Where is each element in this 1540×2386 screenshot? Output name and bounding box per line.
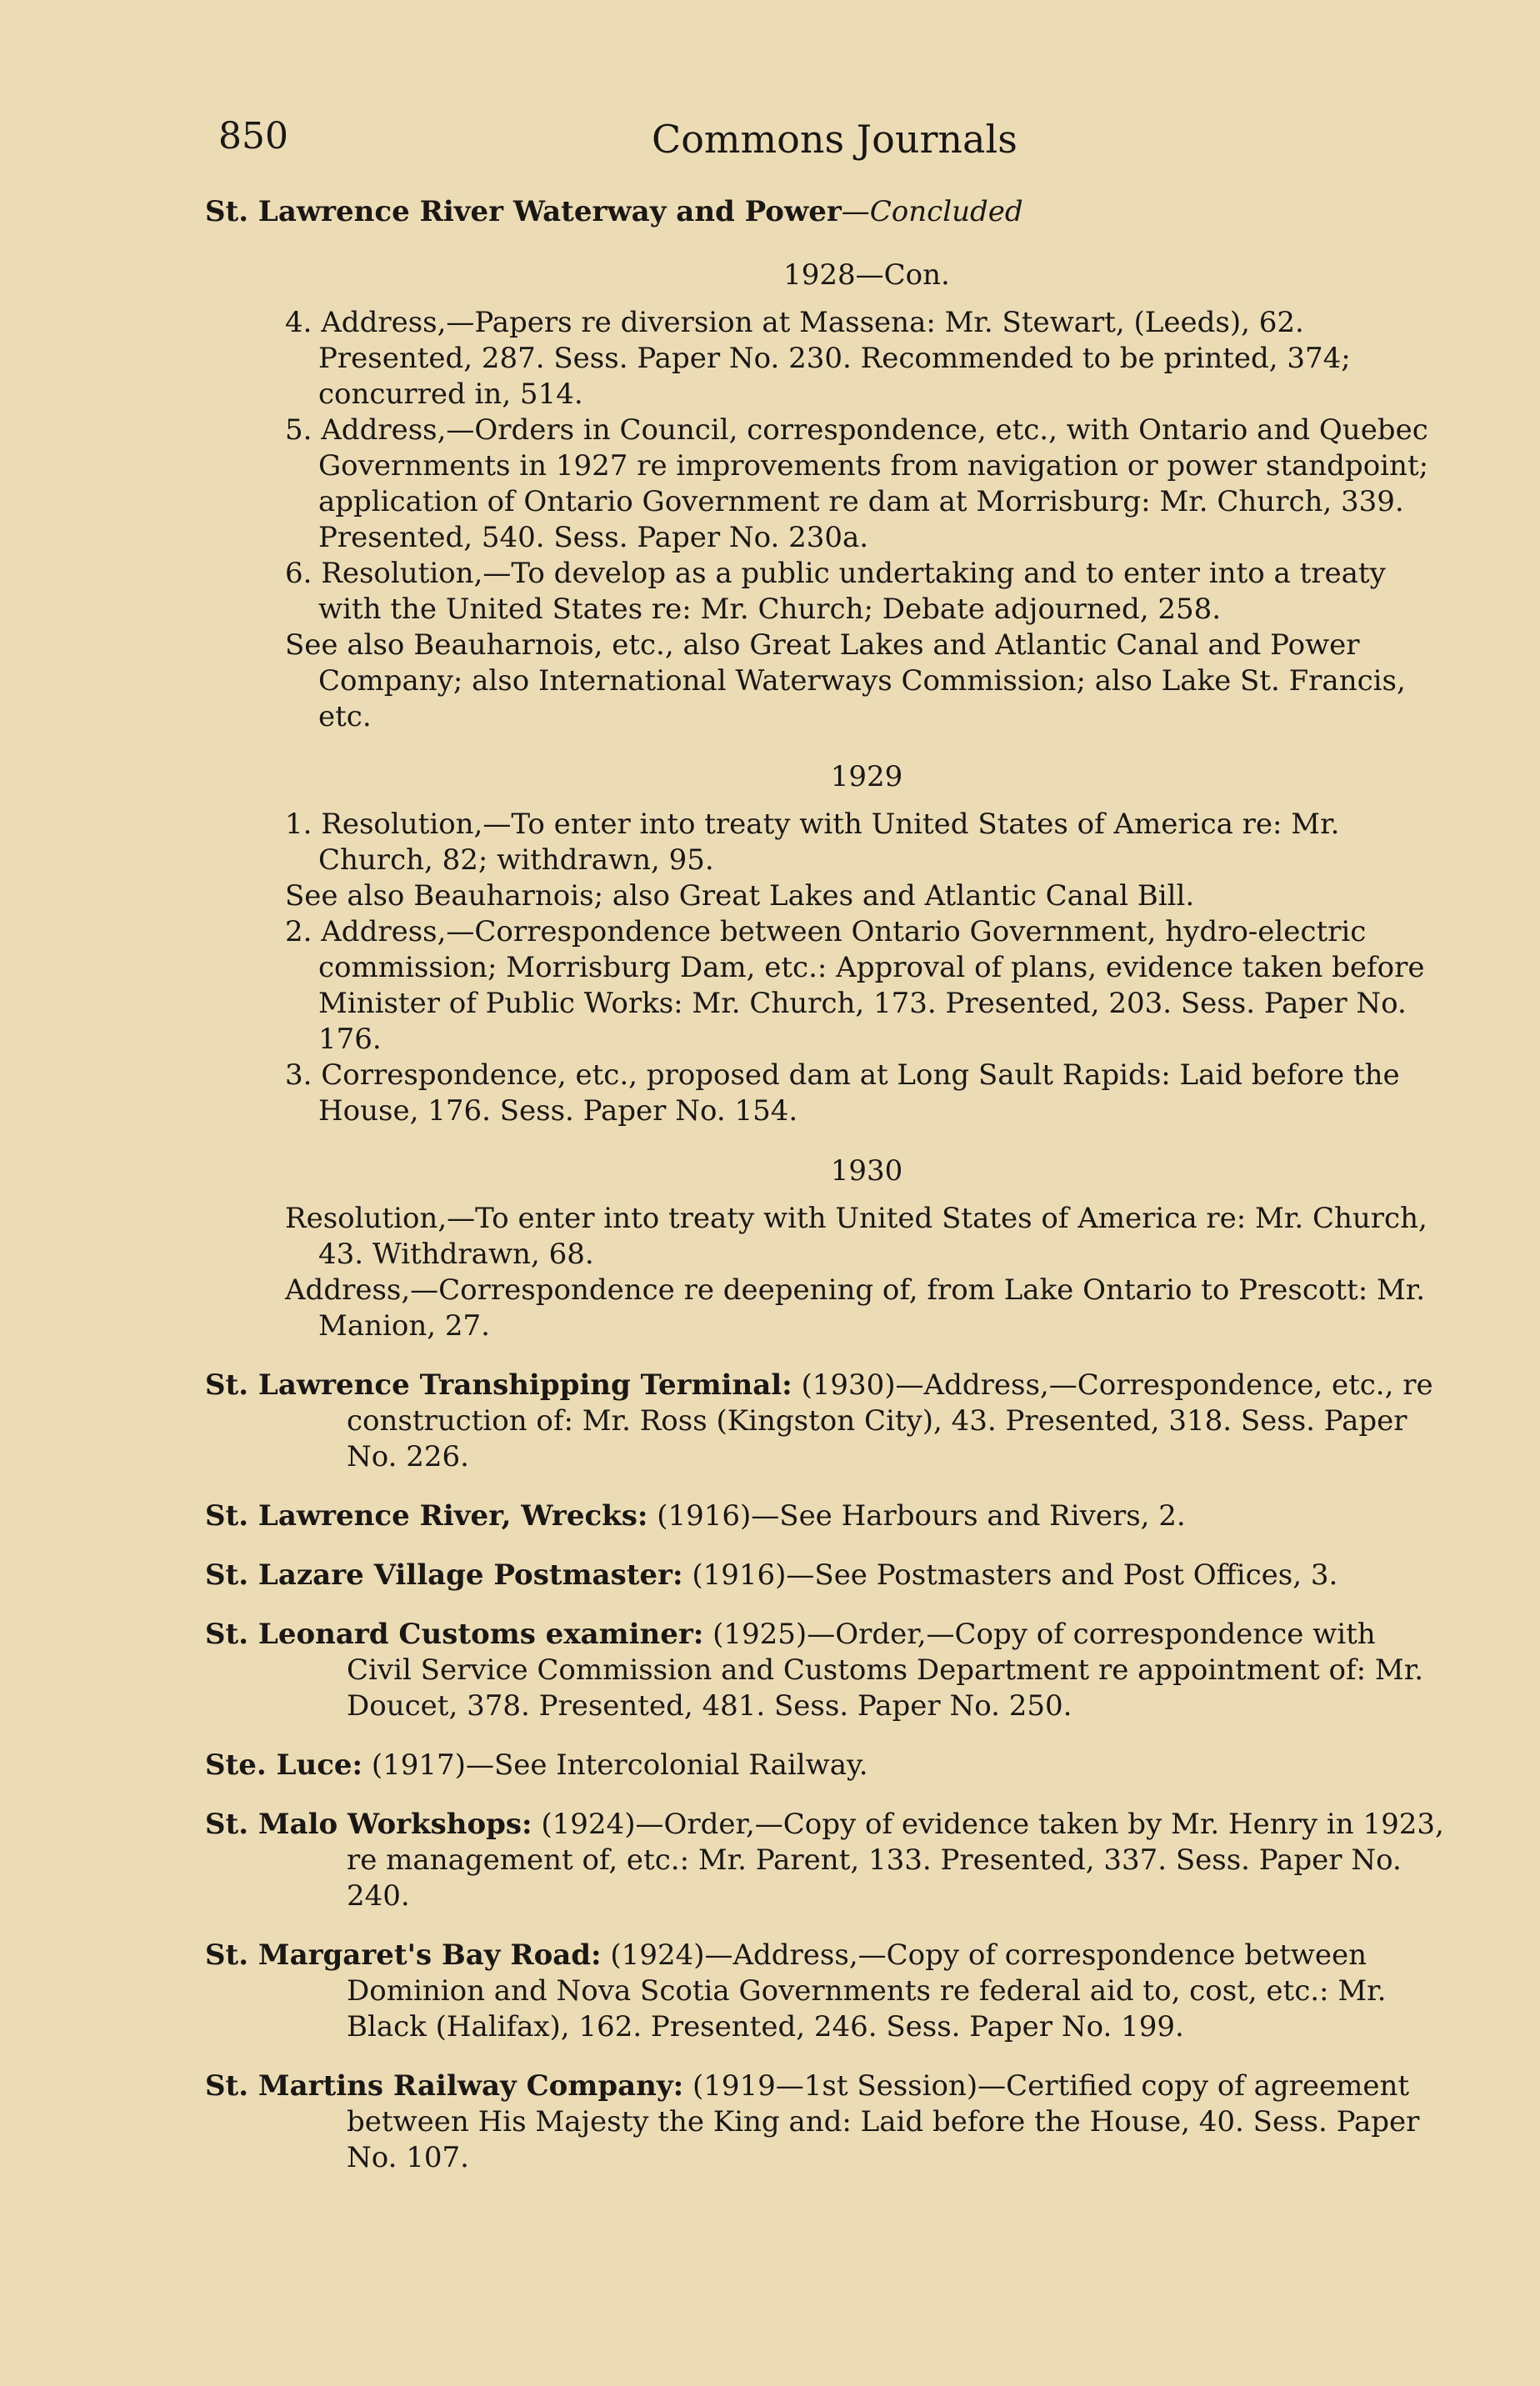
item-1929-1: 1. Resolution,—To enter into treaty with United States of America re: Mr. Church, 82; withdrawn, 95. bbox=[285, 808, 1340, 877]
entry-body: (1924)—Address,—Copy of correspondence between Dominion and Nova Scotia Governments re federal aid to, cost, etc.: Mr. Black (Halifax), 162. Presented, 246. Sess. Paper No. 199. bbox=[347, 1938, 1387, 2043]
item-1928-5: 5. Address,—Orders in Council, correspondence, etc., with Ontario and Quebec Governments in 1927 re improvements from navigation or power standpoint; application of Ontario Government re dam at Morrisburg: Mr. Church, 339. Presented, 540. Sess. Paper No. 230a. bbox=[285, 413, 1429, 554]
year-1930-label: 1930 bbox=[830, 1154, 903, 1188]
item-1930-address: Address,—Correspondence re deepening of, from Lake Ontario to Prescott: Mr. Manion, 27. bbox=[285, 1273, 1426, 1343]
year-1928-label: 1928—Con. bbox=[783, 258, 950, 292]
entry-head: St. Malo Workshops: bbox=[205, 1808, 532, 1841]
entry-body: (1924)—Order,—Copy of evidence taken by Mr. Henry in 1923, re management of, etc.: Mr. Parent, 133. Presented, 337. Sess. Paper No. 240. bbox=[347, 1808, 1444, 1913]
entry-head: St. Margaret's Bay Road: bbox=[205, 1938, 602, 1972]
item-1930-resolution: Resolution,—To enter into treaty with United States of America re: Mr. Church, 43. Withdrawn, 68. bbox=[285, 1202, 1428, 1271]
entry-head: Ste. Luce: bbox=[205, 1748, 363, 1782]
year-1929-label: 1929 bbox=[830, 760, 903, 793]
waterway-heading-tail: —Concluded bbox=[841, 195, 1023, 228]
item-1928-4: 4. Address,—Papers re diversion at Massena: Mr. Stewart, (Leeds), 62. Presented, 287. Sess. Paper No. 230. Recommended to be printed, 374; concurred in, 514. bbox=[285, 306, 1351, 411]
entry-malo-workshops bbox=[205, 1807, 1445, 1914]
entry-martins-railway bbox=[205, 2068, 1445, 2176]
entry-head: St. Lawrence Transhipping Terminal: bbox=[205, 1368, 792, 1402]
entry-margarets-bay-road bbox=[205, 1938, 1445, 2045]
entry-ste-luce bbox=[205, 1748, 1445, 1783]
waterway-heading-bold: St. Lawrence River Waterway and Power bbox=[205, 195, 842, 228]
entry-body: (1919—1st Session)—Certified copy of agreement between His Majesty the King and: Laid before the House, 40. Sess. Paper No. 107. bbox=[347, 2069, 1420, 2174]
item-1929-2: 2. Address,—Correspondence between Ontario Government, hydro-electric commission; Morrisburg Dam, etc.: Approval of plans, evidence taken before Minister of Public Works: Mr. Church, 173. Presented, 203. Sess. Paper No. 176. bbox=[285, 915, 1425, 1056]
page-number: 850 bbox=[218, 115, 288, 158]
entry-transhipping-terminal bbox=[205, 1368, 1445, 1475]
entry-body: (1916)—See Postmasters and Post Offices, 3. bbox=[682, 1558, 1338, 1592]
see-also-1928: See also Beauharnois, etc., also Great Lakes and Atlantic Canal and Power Company; also International Waterways Commission; also Lake St. Francis, etc. bbox=[285, 628, 1406, 733]
index-content bbox=[205, 193, 1445, 2176]
item-1928-6: 6. Resolution,—To develop as a public undertaking and to enter into a treaty with the United States re: Mr. Church; Debate adjourned, 258. bbox=[285, 557, 1386, 626]
entry-river-wrecks bbox=[205, 1498, 1445, 1534]
entry-lazare-postmaster bbox=[205, 1558, 1445, 1593]
entry-body: (1917)—See Intercolonial Railway. bbox=[362, 1748, 868, 1782]
entry-head: St. Lazare Village Postmaster: bbox=[205, 1558, 683, 1592]
running-title: Commons Journals bbox=[652, 117, 1018, 162]
item-1929-3: 3. Correspondence, etc., proposed dam at Long Sault Rapids: Laid before the House, 176. Sess. Paper No. 154. bbox=[285, 1058, 1400, 1128]
entry-body: (1925)—Order,—Copy of correspondence with Civil Service Commission and Customs Department re appointment of: Mr. Doucet, 378. Presented, 481. Sess. Paper No. 250. bbox=[347, 1618, 1424, 1723]
entry-head: St. Martins Railway Company: bbox=[205, 2069, 684, 2103]
entry-leonard-customs bbox=[205, 1617, 1445, 1724]
entry-body: (1930)—Address,—Correspondence, etc., re construction of: Mr. Ross (Kingston City), 43. Presented, 318. Sess. Paper No. 226. bbox=[347, 1368, 1433, 1473]
entry-body: (1916)—See Harbours and Rivers, 2. bbox=[648, 1499, 1186, 1533]
page-header bbox=[218, 115, 1443, 173]
waterway-heading bbox=[205, 193, 1445, 230]
entry-head: St. Leonard Customs examiner: bbox=[205, 1618, 704, 1651]
see-also-1929: See also Beauharnois; also Great Lakes and Atlantic Canal Bill. bbox=[285, 879, 1195, 913]
entry-head: St. Lawrence River, Wrecks: bbox=[205, 1499, 648, 1533]
